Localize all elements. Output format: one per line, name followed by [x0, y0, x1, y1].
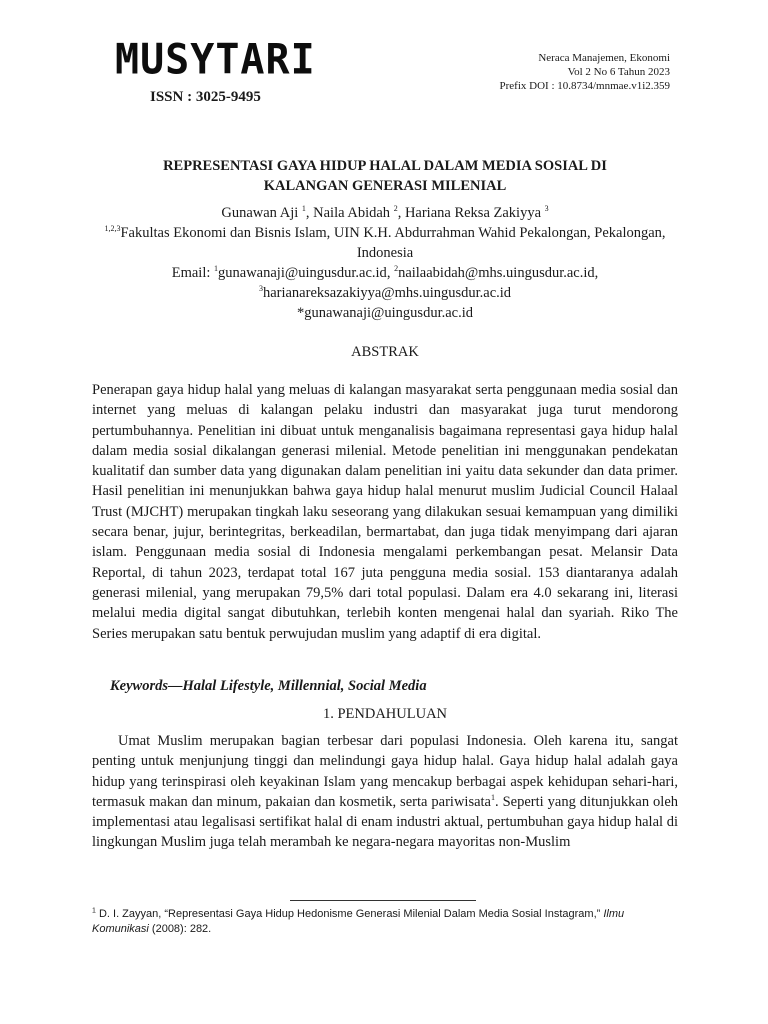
paper-title: [92, 156, 678, 196]
abstract-heading: ABSTRAK: [351, 344, 419, 360]
author-sup: 1: [301, 204, 306, 214]
keywords: Keywords—Halal Lifestyle, Millennial, Social Media: [110, 678, 427, 694]
email-3: harianareksazakiyya@mhs.uingusdur.ac.id: [262, 285, 512, 301]
email-1: gunawanaji@uingusdur.ac.id: [218, 265, 387, 281]
author-name: Gunawan Aji: [221, 205, 302, 221]
author-sup: 3: [544, 204, 549, 214]
journal-volume: Vol 2 No 6 Tahun 2023: [567, 66, 670, 78]
affiliation: [92, 223, 678, 263]
author-list: Gunawan Aji $^1$, Naila Abidah $^2$, Hariana Reksa Zakiyya $^3$: [221, 204, 549, 221]
title-line-2: KALANGAN GENERASI MILENIAL: [263, 178, 507, 194]
journal-name: Neraca Manajemen, Ekonomi: [538, 52, 670, 64]
author-block: [92, 203, 678, 323]
affiliation-sup: 1,2,3: [104, 224, 121, 234]
footnote-ref[interactable]: 1: [491, 793, 495, 803]
journal-info: [500, 51, 670, 93]
title-line-1: REPRESENTASI GAYA HIDUP HALAL DALAM MEDIA SOSIAL DI: [163, 158, 607, 174]
author-name: Hariana Reksa Zakiyya: [404, 205, 545, 221]
footnote-tail: (2008): 282.: [148, 923, 212, 935]
journal-doi: Prefix DOI : 10.8734/mnmae.v1i2.359: [499, 80, 670, 92]
introduction-text: [92, 731, 678, 853]
corresponding-email: *gunawanaji@uingusdur.ac.id: [296, 305, 474, 321]
footnote-divider: [290, 900, 476, 901]
email-2: nailaabidah@mhs.uingusdur.ac.id: [398, 265, 595, 281]
email-sup: 3: [258, 284, 263, 294]
abstract-text: Penerapan gaya hidup halal yang meluas di kalangan masyarakat serta penggunaan media sosial dan internet yang meluas di kalangan pelaku industri dan masyarakat juga turut mendorong pertumbuhannya. Penelitian ini dibuat untuk menganalisis bagaimana representasi gaya hidup halal dalam media sosial dikalangan generasi milenial. Metode penelitian ini menggunakan pendekatan kualitatif dan sumber data yang digunakan dalam penelitian ini yaitu data sekunder dan data primer. Hasil penelitian ini menunjukkan bahwa gaya hidup halal menurut muslim Judicial Council Halaal Trust (MJCHT) merupakan tingkah laku seseorang yang dilakukan sesuai kemampuan yang dimiliki secara benar, jujur, berintegritas, berkeadilan, bermartabat, dan juga tidak menyimpang dari ajaran islam. Penggunaan media sosial di Indonesia mengalami perkembangan pesat. Melansir Data Reportal, di tahun 2023, terdapat total 167 juta pengguna media sosial. 153 diantaranya adalah generasi milenial, yang merupakan 79,5% dari total populasi. Dalam era 4.0 sekarang ini, literasi melalui media digital sangat dibutuhkan, terlebih konten mengenai halal dan syariah. Riko The Series merupakan satu bentuk perwujudan muslim yang adaptif di era digital.: [92, 382, 678, 642]
email-label: Email:: [171, 265, 215, 281]
section-heading: 1. PENDAHULUAN: [322, 706, 448, 722]
email-line: Email: $^1$gunawanaji@uingusdur.ac.id, $^2$nailaabidah@mhs.uingusdur.ac.id,: [171, 264, 599, 281]
intro-text-part2: . Seperti yang ditunjukkan oleh implementasi atau legalisasi sertifikat halal di enam industri aktual, pertumbuhan gaya hidup halal di lingkungan Muslim juga telah merambah ke negara-negara mayoritas non-Muslim: [92, 793, 679, 851]
footnote-marker: 1: [92, 907, 96, 915]
email-line-2: [92, 283, 678, 303]
footnote-journal: Ilmu Komunikasi: [92, 908, 625, 935]
author-name: Naila Abidah: [313, 205, 394, 221]
email-sup: 2: [394, 264, 399, 274]
journal-logo: MUSYTARI: [115, 35, 316, 85]
author-sup: 2: [393, 204, 398, 214]
intro-text-part1: Umat Muslim merupakan bagian terbesar dari populasi Indonesia. Oleh karena itu, sangat penting untuk menjunjung tinggi dan melindungi gaya hidup halal. Gaya hidup halal adalah gaya hidup yang terinspirasi oleh keyakinan Islam yang mencakup berbagai aspek kehidupan sehari-hari, termasuk makan dan minum, pakaian dan kosmetik, serta pariwisata: [92, 733, 678, 810]
email-sup: 1: [214, 264, 219, 274]
issn: ISSN : 3025-9495: [150, 89, 261, 105]
footnote: [92, 907, 678, 937]
affiliation-text: Fakultas Ekonomi dan Bisnis Islam, UIN K.H. Abdurrahman Wahid Pekalongan, Pekalongan, Indonesia: [120, 225, 666, 261]
footnote-text: D. I. Zayyan, “Representasi Gaya Hidup Hedonisme Generasi Milenial Dalam Media Sosial Instagram,”: [95, 908, 604, 920]
